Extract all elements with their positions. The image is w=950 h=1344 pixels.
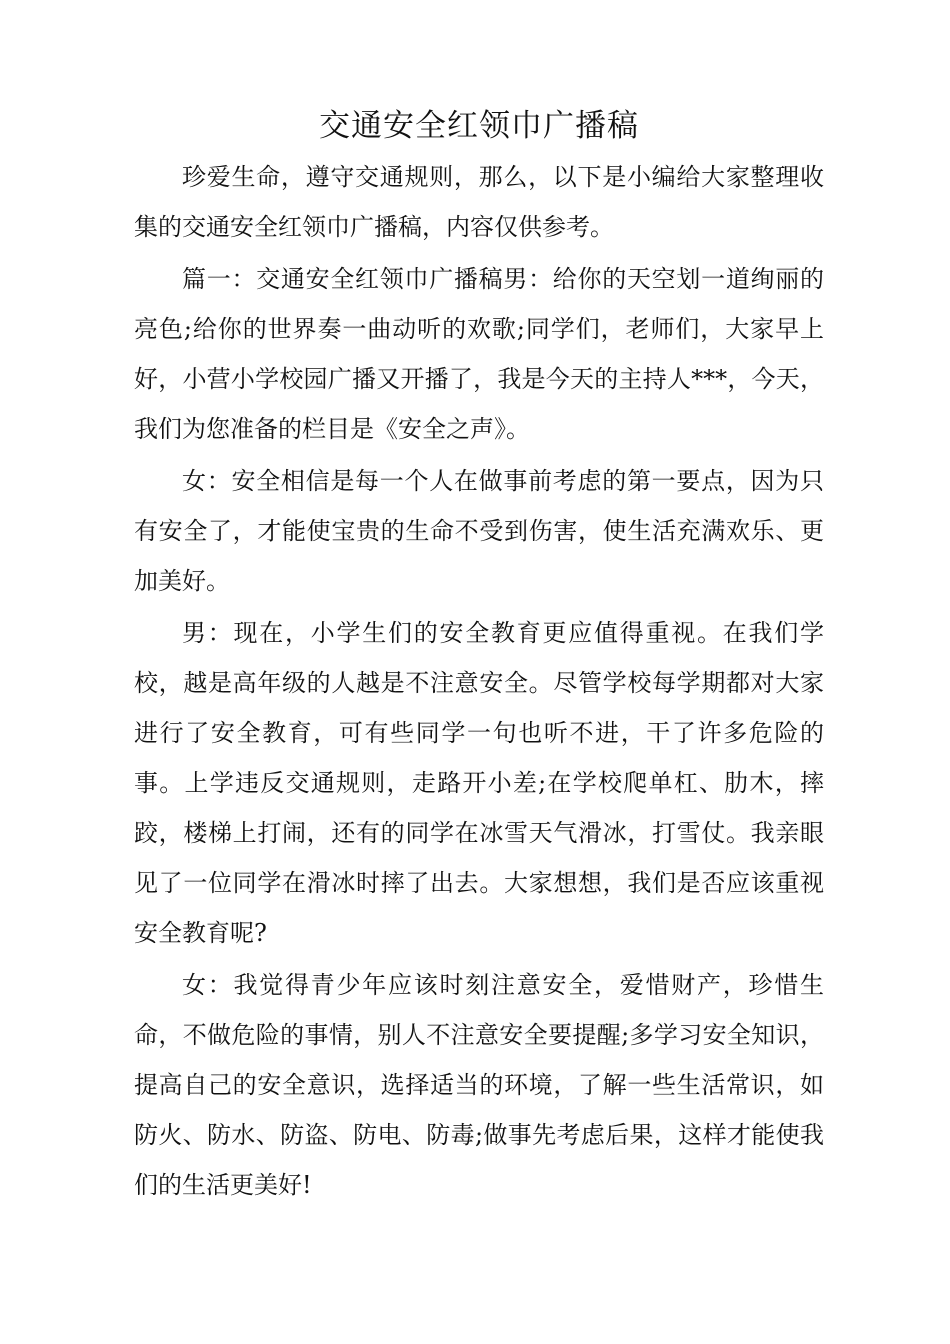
document-title: 交通安全红领巾广播稿 [319,108,639,144]
paragraph: 珍爱生命，遵守交通规则，那么，以下是小编给大家整理收集的交通安全红领巾广播稿，内容仅供参考。 [134,163,824,241]
paragraph: 篇一：交通安全红领巾广播稿男：给你的天空划一道绚丽的亮色;给你的世界奏一曲动听的欢歌;同学们，老师们，大家早上好，小营小学校园广播又开播了，我是今天的主持人***，今天，我们为您准备的栏目是《安全之声》。 [134,265,824,443]
paragraph: 女：我觉得青少年应该时刻注意安全，爱惜财产，珍惜生命，不做危险的事情，别人不注意安全要提醒;多学习安全知识，提高自己的安全意识，选择适当的环境，了解一些生活常识，如防火、防水、防盗、防电、防毒;做事先考虑后果，这样才能使我们的生活更美好! [134,971,824,1199]
document-page [134,100,824,1210]
paragraph: 女：安全相信是每一个人在做事前考虑的第一要点，因为只有安全了，才能使宝贵的生命不受到伤害，使生活充满欢乐、更加美好。 [134,467,824,595]
document-body [134,152,824,1210]
paragraph: 男：现在，小学生们的安全教育更应值得重视。在我们学校，越是高年级的人越是不注意安全。尽管学校每学期都对大家进行了安全教育，可有些同学一句也听不进，干了许多危险的事。上学违反交通规则，走路开小差;在学校爬单杠、肋木，摔跤，楼梯上打闹，还有的同学在冰雪天气滑冰，打雪仗。我亲眼见了一位同学在滑冰时摔了出去。大家想想，我们是否应该重视安全教育呢? [134,619,824,947]
